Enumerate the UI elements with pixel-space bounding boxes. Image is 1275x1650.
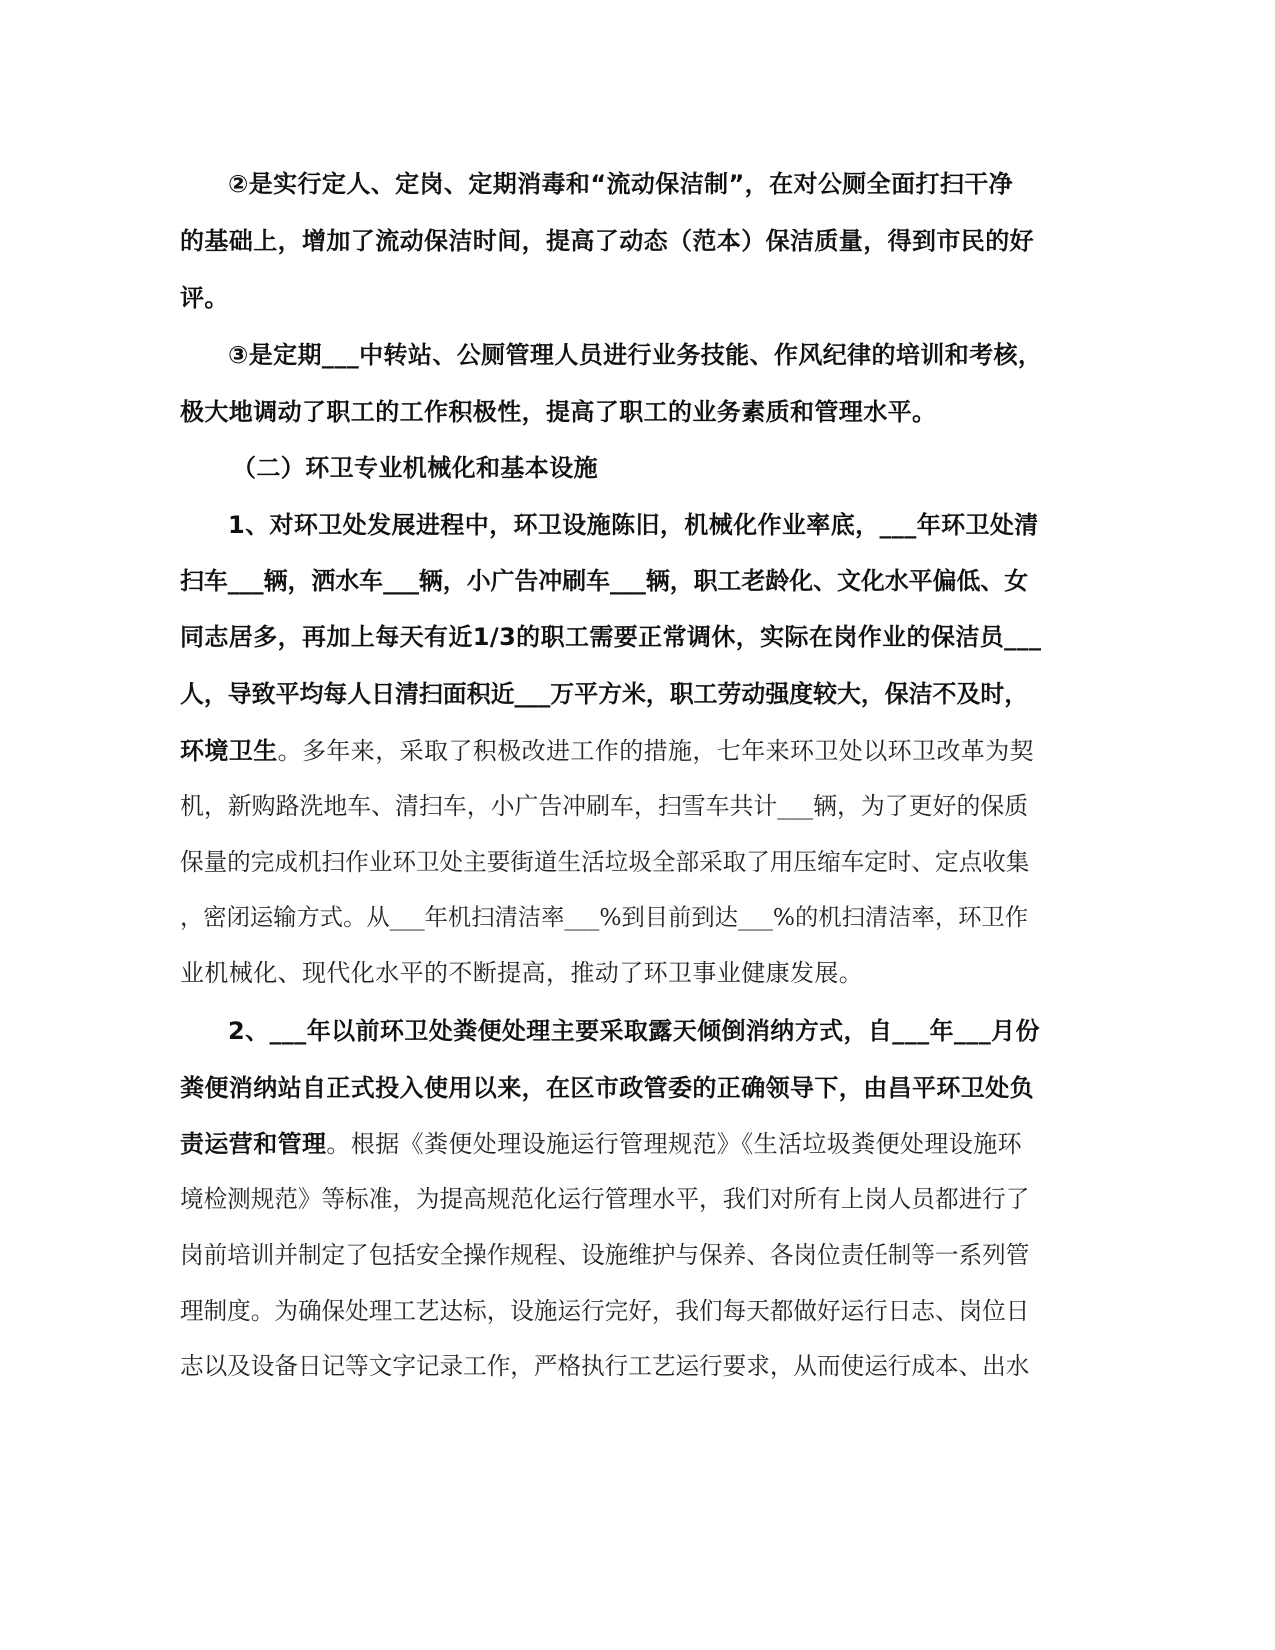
paragraph-line: [180, 1240, 1029, 1270]
paragraph-line: [180, 1073, 1034, 1103]
paragraph-line: [180, 1351, 1029, 1381]
paragraph-line: [180, 1296, 1029, 1326]
bold-text: 评。: [180, 284, 229, 312]
regular-text: 。根据《粪便处理设施运行管理规范》《生活垃圾粪便处理设施环: [326, 1130, 1023, 1158]
regular-text: 。多年来，采取了积极改进工作的措施，七年来环卫处以环卫改革为契: [277, 737, 1035, 765]
paragraph-line: [228, 169, 1013, 199]
paragraph-line: [228, 340, 1042, 370]
paragraph-line: [180, 566, 1028, 596]
bold-text: ③是定期___中转站、公厕管理人员进行业务技能、作风纪律的培训和考核，: [228, 341, 1043, 369]
paragraph-line: [180, 622, 1041, 652]
regular-text: 保量的完成机扫作业环卫处主要街道生活垃圾全部采取了用压缩车定时、定点收集: [180, 848, 1030, 876]
regular-text: ，密闭运输方式。从___年机扫清洁率___%到目前到达___%的机扫清洁率，环卫作: [180, 904, 1029, 931]
bold-text: 极大地调动了职工的工作积极性，提高了职工的业务素质和管理水平。: [180, 398, 937, 426]
paragraph-line: [228, 510, 1039, 540]
regular-text: 境检测规范》等标准，为提高规范化运行管理水平，我们对所有上岗人员都进行了: [180, 1185, 1030, 1213]
bold-text: ②是实行定人、定岗、定期消毒和“流动保洁制”，在对公厕全面打扫干净: [228, 170, 1014, 198]
paragraph-line: [180, 847, 1029, 877]
paragraph-line: [180, 1184, 1029, 1214]
bold-text: （二）环卫专业机械化和基本设施: [232, 454, 598, 482]
paragraph-line: [180, 736, 1034, 766]
bold-text: 的基础上，增加了流动保洁时间，提高了动态（范本）保洁质量，得到市民的好: [180, 227, 1034, 255]
paragraph-line: [180, 1129, 1022, 1159]
paragraph-line: [180, 283, 229, 313]
bold-text: 1、对环卫处发展进程中，环卫设施陈旧，机械化作业率底，___年环卫处清: [228, 511, 1039, 539]
bold-text: 扫车___辆，洒水车___辆，小广告冲刷车___辆，职工老龄化、文化水平偏低、女: [180, 567, 1029, 595]
regular-text: 理制度。为确保处理工艺达标，设施运行完好，我们每天都做好运行日志、岗位日: [180, 1297, 1030, 1325]
paragraph-line: [180, 903, 1028, 933]
regular-text: 机，新购路洗地车、清扫车，小广告冲刷车，扫雪车共计___辆，为了更好的保质: [180, 792, 1029, 820]
paragraph-line: [180, 397, 936, 427]
bold-text: 同志居多，再加上每天有近1/3的职工需要正常调休，实际在岗作业的保洁员___: [180, 623, 1042, 651]
bold-text: 责运营和管理: [180, 1130, 327, 1158]
paragraph-line: [180, 791, 1028, 821]
paragraph-line: [180, 679, 1028, 709]
section-heading: [232, 453, 598, 483]
regular-text: 志以及设备日记等文字记录工作，严格执行工艺运行要求，从而使运行成本、出水: [180, 1352, 1030, 1380]
regular-text: 业机械化、现代化水平的不断提高，推动了环卫事业健康发展。: [180, 959, 864, 987]
bold-text: 2、___年以前环卫处粪便处理主要采取露天倾倒消纳方式，自___年___月份: [228, 1017, 1040, 1045]
bold-text: 环境卫生: [180, 737, 278, 765]
paragraph-line: [228, 1016, 1040, 1046]
regular-text: 岗前培训并制定了包括安全操作规程、设施维护与保养、各岗位责任制等一系列管: [180, 1241, 1030, 1269]
bold-text: 粪便消纳站自正式投入使用以来，在区市政管委的正确领导下，由昌平环卫处负: [180, 1074, 1034, 1102]
paragraph-line: [180, 958, 863, 988]
bold-text: 人，导致平均每人日清扫面积近___万平方米，职工劳动强度较大，保洁不及时，: [180, 680, 1029, 708]
paragraph-line: [180, 226, 1034, 256]
